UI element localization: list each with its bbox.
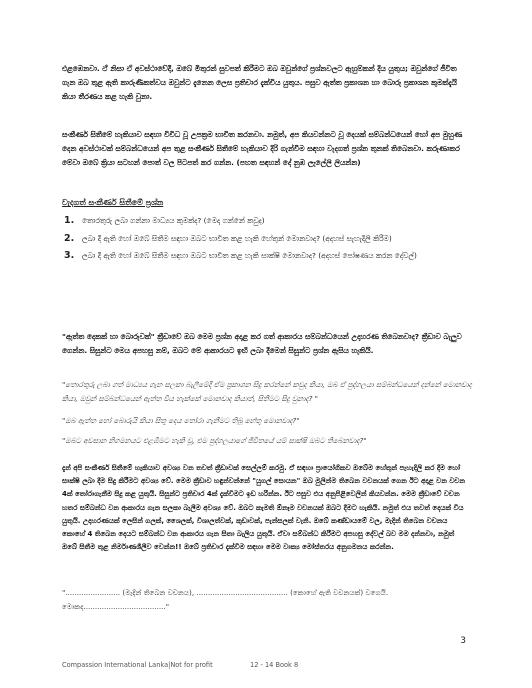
game-paragraph: "ඇත්ත දෙකක් හා බොරුවක්" ක්‍රීඩාවේ ඔබ මෙම ප්‍රශ්න අදාළ කර ගත් ආකාරය සම්බන්ධයෙන් උදාහරණ තිබෙනවාද? ක්‍රීඩාව බැලුව ගෙන්න. සිසුන්ට මෙය අපහසු නම්, ඔබට මේ ආකාරයට ඉඟි ලබා දීමෙන් සිසුන්ට ප්‍රශ්න ඇසිය හැකියි. [62, 332, 462, 355]
intro-paragraph: එළඹෙනවා. ඒ නිසා ඒ අවස්ථාවේදී, ඔබේ මිතුරන් සුවපත් කිරීමට ඔබ ඔවුන්ගේ ප්‍රශ්නවලට ඇහුම්කන් දිය යුතුය; ඔවුන්ගේ ජීවිත ගැන ඔබ තුළ ඇති කාරුණිකත්වය ඔවුන්ට දැනෙන ලෙස ප්‍රතිචාර දැක්විය යුතුය. පසුව ඇත්ත ප්‍රකාශන හා බොරු ප්‍රකාශන කුමක්දැයි කියා තීරණය කළ හැකි වුනා. [62, 64, 457, 101]
question-number: 3. [64, 250, 75, 262]
complex-thinking-paragraph: සංකීර්ණ සිතීමේ හැකියාව සඳහා විවිධ වූ උපක්‍රම භාවිත කරනවා. නමුත්, අප කියවන්නට වූ දෙයක් සම්බන්ධයෙන් හෝ අප මුහුණ දෙන අවස්ථාවක් සම්බන්ධයෙන් අප තුළ සංකීර්ණ සිතීමේ හැකියාව දිරි ගැන්වීම සඳහා වැදගත් ප්‍රශ්න තුනක් තිබෙනවා. කරුණාකර මේවා ඔබේ ක්‍රියා සටහන් පොත් වල පිටපත් කර ගන්න. (පහත සඳහන් දේ නුඹ ලැලේලි ලියන්න) [62, 130, 463, 167]
quote-reasons: "ඔබ ඇත්ත හෝ බොරුයි කියා සිතූ දෙය තෝරා ගැනීමට තිබූ හේතු මොනවාද?" [62, 416, 300, 425]
question-item [62, 232, 470, 246]
sentence-template-line2: මොකද...................................." [62, 602, 170, 611]
matching-game-paragraph: දැන් අපි සංකීර්ණ සිතීමේ හැකියාව අවශ්‍ය වන තවත් ක්‍රීඩාවක් සෙල්ලම් කරමු. ඒ සඳහා ප්‍රායෝගිකව ඔබේම හේතුන් පැහැදිලි කර දීම හෝ සාක්ෂි ලබා දීම සිදු කිරීමට අවශ්‍ය වේ. මෙම ක්‍රීඩාව හඳුන්වන්නේ "යුගල් සොයන" ඔබ මුලින්ම තිබෙන වචනයක් ගෙන ඊට අදාළ වන වචන 4ක් තෝරාගැනීම සිදු කළ යුතුයි. සිසුන්ට ප්‍රතිචාර 4ක් දැක්වීමට ඉඩ හරින්න. ඊට පසුව එය අනුපිළිවෙලින් කියවන්න. මෙම ක්‍රීඩාවේ වචන හතර සම්බන්ධ වන ආකාරය ගැන සලකා බැලීම අවශ්‍ය වේ. ඔබට කැමති ඕනෑම වචනයක් ඔබට දීමට හැකියි. නමුත් එය තවත් දෙයක් විය යුතුයි. උදාහරණයක් ලෙසින් ගලක්, ශෛලක්, විශාලත්වක්, කුඩාවක්, පැන්සලක් වැනි. ඔබේ කණ්ඩායමේ වල, මැදින් තිබෙන වචනය කොහේ 4 තිබෙන දෙයට සම්බන්ධ වන ආකාරය ගැන සිතා බැලිය යුතුයි. ඒවා සම්බන්ධ කිරීමට අපහසු දේවල් බව මම දන්නවා, නමුත් ඔබේ සිතීම තුළ නිර්මාණශීලීව වෙන්න!! ඔබේ ප්‍රතිචාර දැක්වීම සඳහා මෙම වාක්‍ය මෝස්තරය අනුගමනය කරන්න. [62, 464, 466, 552]
section-heading: වැදගත් සංකීර්ණ සිතීමේ ප්‍රශ්න [62, 198, 164, 207]
question-number: 2. [64, 232, 75, 244]
footer-book-label: 12 - 14 Book 8 [250, 661, 299, 669]
question-list [62, 214, 470, 267]
question-text: ලබා දී ඇති හෝ ඔබේ සිතීම සඳහා ඔබට භාවිත කළ හැකි සාක්ෂි මොනවාද? (අදහස් පෝෂණය කරන දේවල්) [82, 251, 417, 261]
footer [62, 661, 299, 669]
question-item [62, 214, 470, 228]
quote-evidence: "ඔබට අවසාන නිගමනයට එළඹීමට හැකි වූ, එම පුද්ගලයාගේ ජීවිතයේ යම් සාක්ෂි ඔබට තිබෙනවාද?" [62, 436, 367, 445]
question-text: තොරතුරු ලබා ගන්නා මාධ්‍යය කුමක්ද? (මෙදා ගන්නේ කවුද) [82, 216, 265, 225]
page-number: 3 [460, 636, 466, 646]
sentence-template-line1: "........................ (මැදින් තිබෙන වචනය), ........................................ (කොහේ ඇති වචනයක්) වගෙයි. [62, 588, 389, 597]
footer-organization: Compassion International Lanka|Not for profit [62, 661, 213, 669]
quote-source: "තොරතුරු ලබා ගත් මාධ්‍යය ගැන සලකා බැලීමේදී ඒම ප්‍රකාශන සිදු කරන්නේ කවුද කියා, ඔබ ඒ පුද්ගලයා සම්බන්ධයෙන් දන්නේ මොනවාද කියා, ඔවුන් සම්බන්ධයෙන් ඇත්ත විය හැක්කේ මොනවාද කියාත්, සිතීමට සිදු වුනාද? " [62, 380, 472, 403]
question-item [62, 249, 470, 263]
question-text: ලබා දී ඇති හෝ ඔබේ සිතීම සඳහා ඔබට භාවිත කළ හැකි හේතුන් මොනවාද? (අදහස් සැහැදිලි කිරීම) [82, 233, 392, 243]
question-number: 1. [64, 215, 75, 226]
